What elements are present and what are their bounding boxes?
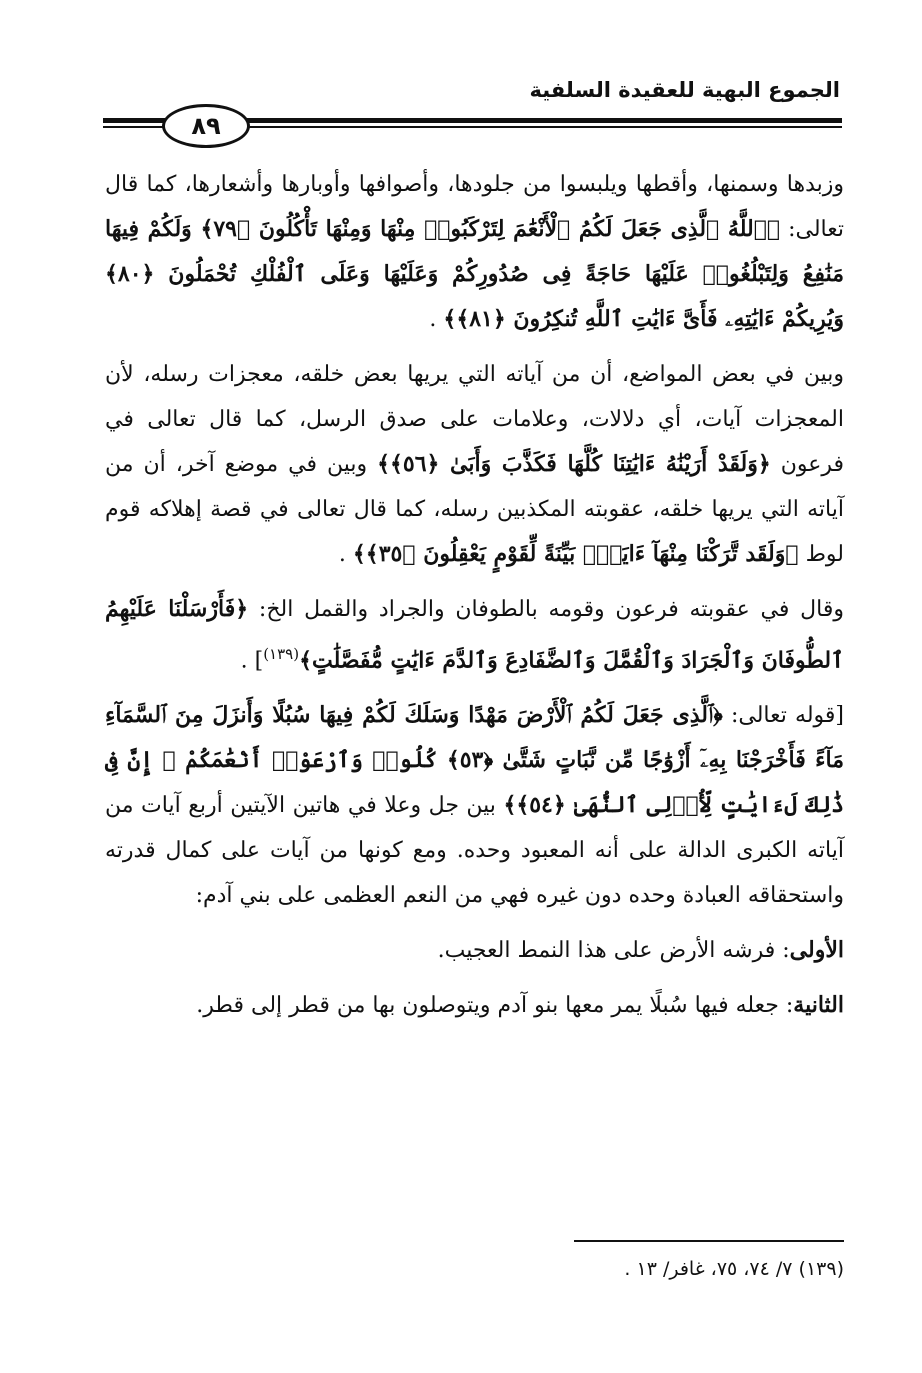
paragraph-1 [105,162,844,342]
text-run: : فرشه الأرض على هذا النمط العجيب. [437,938,790,964]
text-run: وبين في موضع آخر، أن من آياته التي يريها خلقه، عقوبته المكذبين رسله، كما قال تعالى في قصة إهلاكه قوم لوط [105,452,844,567]
footnote-rule [574,1240,844,1242]
text-run: وزبدها وسمنها، وأقطها ويلبسوا من جلودها، وأصوافها وأوبارها وأشعارها، كما قال تعالى: [105,172,844,242]
quran-quote: ﴿فَأَرْسَلْنَا عَلَيْهِمُ ٱلطُّوفَانَ وَٱلْجَرَادَ وَٱلْقُمَّلَ وَٱلضَّفَادِعَ وَٱلدَّمَ ءَايَٰتٍ مُّفَصَّلَٰتٍ﴾ [105,596,844,674]
text-run: وقال في عقوبته فرعون وقومه بالطوفان والجراد والقمل الخ: [248,597,844,622]
footnote-marker: (١٣٩) [263,645,300,663]
paragraph-2 [105,352,844,577]
text-run: وبين في بعض المواضع، أن من آياته التي يريها بعض خلقه، معجزات رسله، لأن المعجزات آيات، أي دلالات، وعلامات على صدق الرسل، كما قال تعالى في فرعون [105,362,844,477]
paragraph-3 [105,587,844,683]
page-number: ٨٩ [162,104,250,148]
list-heading: الثانية [793,992,844,1019]
quran-quote: ﴿وَلَقَدْ أَرَيْنَٰهُ ءَايَٰتِنَا كُلَّهَا فَكَذَّبَ وَأَبَىٰ ﴿٥٦﴾﴾ [377,451,771,477]
list-heading: الأولى [789,937,844,964]
footnote: (١٣٩) ٧/ ٧٤، ٧٥، غافر/ ١٣ . [624,1258,844,1280]
paragraph-6 [105,983,844,1028]
text-run: ] . [240,648,264,674]
running-title: الجموع البهية للعقيدة السلفية [529,78,840,102]
text-run: [قوله تعالى: [722,703,844,729]
quran-quote: ﴿وَلَقَد تَّرَكْنَا مِنْهَآ ءَايَةًۢ بَيِّنَةً لِّقَوْمٍ يَعْقِلُونَ ﴿٣٥﴾﴾ [352,541,799,567]
quran-quote: ﴿ٱللَّهُ ٱلَّذِى جَعَلَ لَكُمُ ٱلْأَنْعَٰمَ لِتَرْكَبُوا۟ مِنْهَا وَمِنْهَا تَأْكُلُونَ ﴿٧٩﴾ وَلَكُمْ فِيهَا مَنَٰفِعُ وَلِتَبْلُغُوا۟ عَلَيْهَا حَاجَةً فِى صُدُورِكُمْ وَعَلَيْهَا وَعَلَى ٱلْفُلْكِ تُحْمَلُونَ ﴿٨٠﴾ وَيُرِيكُمْ ءَايَٰتِهِۦ فَأَىَّ ءَايَٰتِ ٱللَّهِ تُنكِرُونَ ﴿٨١﴾﴾ [105,216,844,332]
text-run: . [429,307,444,332]
body-text [105,162,844,1038]
paragraph-4 [105,693,844,918]
quran-quote: ﴿ٱلَّذِى جَعَلَ لَكُمُ ٱلْأَرْضَ مَهْدًا وَسَلَكَ لَكُمْ فِيهَا سُبُلًا وَأَنزَلَ مِنَ ٱلسَّمَآءِ مَآءً فَأَخْرَجْنَا بِهِۦٓ أَزْوَٰجًا مِّن نَّبَاتٍ شَتَّىٰ ﴿٥٣﴾ كُلُوا۟ وَٱرْعَوْا۟ أَنْعَٰمَكُمْ ۗ إِنَّ فِى ذَٰلِكَ لَءَايَٰتٍ لِّأُو۟لِى ٱلنُّهَىٰ ﴿٥٤﴾﴾ [105,702,845,819]
text-run: . [338,542,353,567]
paragraph-5 [105,928,844,973]
text-run: : جعله فيها سُبلًا يمر معها بنو آدم ويتوصلون بها من قطر إلى قطر. [196,993,794,1019]
text-run: بين جل وعلا في هاتين الآيتين أربع آيات من آياته الكبرى الدالة على أنه المعبود وحده. ومع كونها من آيات على كمال قدرته واستحقاقه العبادة وحده دون غيره فهي من النعم العظمى على بني آدم: [105,793,844,909]
